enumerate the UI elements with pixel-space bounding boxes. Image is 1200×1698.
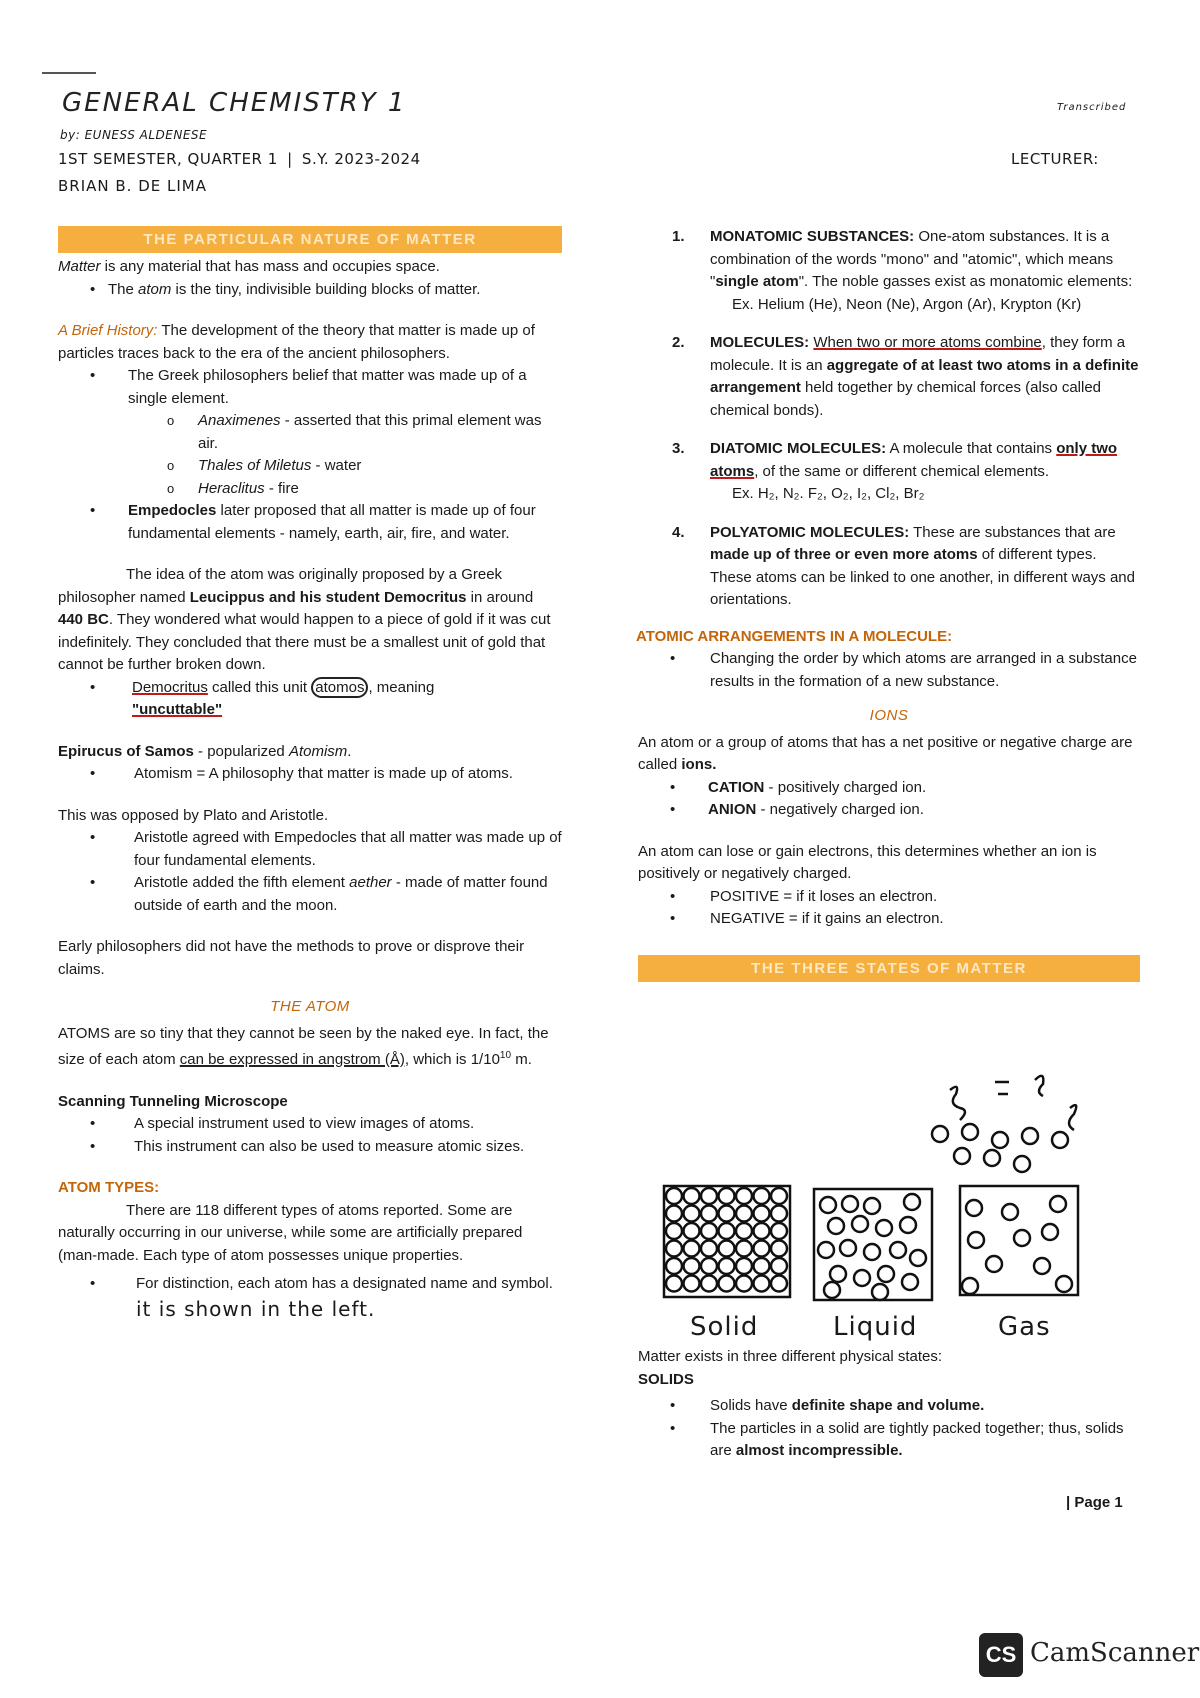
solid-particle bbox=[684, 1206, 700, 1222]
aristotle2-pre: Aristotle added the fifth element bbox=[134, 874, 350, 891]
gas-particle bbox=[992, 1132, 1008, 1148]
liquid-particle bbox=[876, 1220, 892, 1236]
gas-particle bbox=[962, 1278, 978, 1294]
anion-bullet bbox=[638, 799, 1140, 822]
solid-particle bbox=[754, 1276, 770, 1292]
solids-heading: SOLIDS bbox=[638, 1370, 694, 1388]
matter-definition bbox=[58, 256, 562, 279]
solid-particle bbox=[701, 1206, 717, 1222]
gas-particle bbox=[954, 1148, 970, 1164]
solid-particle bbox=[666, 1258, 682, 1274]
camscanner-logo-icon: CS bbox=[979, 1633, 1023, 1677]
solid-particle bbox=[754, 1188, 770, 1204]
item-text2: , of the same or different chemical elements. bbox=[754, 462, 1050, 480]
thales-text: - water bbox=[311, 457, 362, 474]
epirucus-text: - popularized bbox=[193, 742, 289, 760]
gas-particle bbox=[1014, 1230, 1030, 1246]
solid-particle bbox=[771, 1241, 787, 1257]
liquid-particle bbox=[878, 1266, 894, 1282]
solid-particle bbox=[666, 1188, 682, 1204]
solid-particle bbox=[719, 1223, 735, 1239]
liquid-particle bbox=[840, 1240, 856, 1256]
item-title: POLYATOMIC MOLECULES: bbox=[710, 523, 910, 541]
atom-types-heading: ATOM TYPES: bbox=[58, 1179, 160, 1196]
states-of-matter-illustration bbox=[650, 1060, 1090, 1310]
atoms-tiny-post: , which is 1/10 bbox=[404, 1051, 500, 1068]
right-column bbox=[638, 226, 1140, 982]
thales-item bbox=[58, 455, 562, 478]
item-bold: aggregate of at least two atoms in a definite arrangement bbox=[710, 356, 1139, 396]
solid-particle bbox=[684, 1258, 700, 1274]
the-atom-heading: THE ATOM bbox=[270, 998, 350, 1015]
empedocles-name: Empedocles bbox=[128, 502, 217, 519]
solid-particle bbox=[701, 1223, 717, 1239]
solid-particle bbox=[701, 1188, 717, 1204]
atoms-tiny-pre: ATOMS are so tiny that they cannot be seen by the naked eye. In fact, the size of each atom bbox=[58, 1024, 549, 1068]
aristotle2-post: - made of matter found outside of earth and the moon. bbox=[134, 874, 548, 914]
cation-text: - positively charged ion. bbox=[764, 778, 927, 796]
solids2-pre: The particles in a solid are tightly packed together; thus, solids are bbox=[710, 1419, 1124, 1459]
anaximenes-name: Anaximenes bbox=[198, 412, 281, 429]
states-text-block bbox=[638, 1346, 1140, 1463]
lecturer-label: LECTURER: bbox=[1011, 150, 1099, 168]
thales-name: Thales of Miletus bbox=[198, 457, 312, 474]
item-text: One-atom substances. It is a combination of the words "mono" and "atomic", which means " bbox=[710, 228, 1114, 290]
liquid-particle bbox=[864, 1244, 880, 1260]
atom-idea-1: The idea of the atom was originally proposed by a Greek philosopher named bbox=[58, 566, 503, 606]
empedocles-bullet bbox=[58, 500, 562, 545]
semester-text: 1ST SEMESTER, QUARTER 1 bbox=[58, 150, 278, 168]
left-column bbox=[58, 226, 562, 1320]
states-intro: Matter exists in three different physical states: bbox=[638, 1348, 943, 1365]
item-example: Ex. H₂, N₂. F₂, O₂, I₂, Cl₂, Br₂ bbox=[732, 485, 925, 502]
solid-particle bbox=[771, 1206, 787, 1222]
liquid-box bbox=[814, 1189, 932, 1300]
gas-particle bbox=[968, 1232, 984, 1248]
solid-box bbox=[664, 1186, 790, 1297]
liquid-particle bbox=[852, 1216, 868, 1232]
democritus-bullet bbox=[58, 677, 562, 722]
section-banner-states: THE THREE STATES OF MATTER bbox=[638, 955, 1140, 982]
aether-term: aether bbox=[349, 874, 392, 891]
liquid-particle bbox=[864, 1198, 880, 1214]
item-title: MOLECULES: bbox=[710, 334, 810, 351]
item-bold: made up of three or even more atoms bbox=[710, 546, 978, 563]
solid-particle bbox=[754, 1241, 770, 1257]
democritus-name: Democritus bbox=[132, 678, 208, 696]
stm-heading: Scanning Tunneling Microscope bbox=[58, 1092, 288, 1110]
ions-heading: IONS bbox=[869, 707, 909, 724]
solid-particle bbox=[719, 1258, 735, 1274]
ions-paragraph bbox=[638, 732, 1140, 777]
ions-term: ions. bbox=[681, 756, 717, 773]
item-underlined: When two or more atoms combine bbox=[813, 334, 1042, 351]
item-underlined: only two atoms bbox=[710, 440, 1118, 480]
solid-particle bbox=[719, 1188, 735, 1204]
item-number: 1. bbox=[672, 228, 685, 245]
stm-bullet-1: • A special instrument used to view images of atoms. bbox=[58, 1113, 562, 1136]
meaning-text: , meaning bbox=[368, 678, 435, 696]
page-number: | Page 1 bbox=[1066, 1494, 1123, 1511]
gas-particle bbox=[1056, 1276, 1072, 1292]
label-gas: Gas bbox=[998, 1312, 1051, 1342]
atom-bullet bbox=[58, 279, 562, 302]
solid-particle bbox=[719, 1206, 735, 1222]
solid-particle bbox=[684, 1276, 700, 1292]
epirucus-line: Epirucus of Samos - popularized Atomism. bbox=[58, 742, 352, 760]
liquid-particle bbox=[824, 1282, 840, 1298]
matter-def-text: is any material that has mass and occupies space. bbox=[100, 258, 440, 275]
atomos-term: atomos bbox=[311, 677, 368, 698]
solid-particle bbox=[754, 1206, 770, 1222]
solid-particle bbox=[736, 1188, 752, 1204]
solid-particle bbox=[666, 1206, 682, 1222]
gas-particle bbox=[962, 1124, 978, 1140]
atom-term: atom bbox=[138, 280, 172, 298]
solid-particle bbox=[666, 1223, 682, 1239]
cation-term: CATION bbox=[708, 778, 765, 796]
handwritten-note: it is shown in the left. bbox=[136, 1296, 376, 1321]
item-monatomic bbox=[638, 226, 1140, 316]
heraclitus-item bbox=[58, 478, 562, 501]
item-polyatomic bbox=[638, 522, 1140, 612]
solid-particle bbox=[736, 1276, 752, 1292]
empedocles-text: later proposed that all matter is made up of four fundamental elements - namely, earth, air, fire, and water. bbox=[128, 502, 536, 542]
angstrom-underlined: can be expressed in angstrom (Å) bbox=[179, 1051, 405, 1068]
item-text2: of different types. These atoms can be linked to one another, in different ways and orientations. bbox=[710, 546, 1135, 608]
atom-idea-bold1: Leucippus and his student Democritus bbox=[189, 588, 467, 606]
solid-particle bbox=[771, 1223, 787, 1239]
positive-bullet: • POSITIVE = if it loses an electron. bbox=[638, 886, 1140, 909]
opposed-line: This was opposed by Plato and Aristotle. bbox=[58, 806, 329, 824]
uncuttable-term: "uncuttable" bbox=[132, 701, 223, 718]
author-line: by: EUNESS ALDENESE bbox=[60, 128, 208, 142]
brief-history bbox=[58, 320, 562, 365]
item-title: MONATOMIC SUBSTANCES: bbox=[710, 228, 915, 245]
scan-mark bbox=[42, 72, 96, 74]
solid-particle bbox=[771, 1258, 787, 1274]
heraclitus-name: Heraclitus bbox=[198, 479, 265, 497]
solid-particle bbox=[719, 1241, 735, 1257]
item-text: A molecule that contains bbox=[886, 440, 1057, 457]
solid-particle bbox=[701, 1276, 717, 1292]
distinction-bullet: • For distinction, each atom has a designated name and symbol. bbox=[58, 1273, 562, 1296]
heraclitus-text: - fire bbox=[264, 479, 299, 497]
atoms-unit: m. bbox=[511, 1051, 532, 1068]
item-number: 2. bbox=[672, 334, 685, 351]
atomism-bullet: • Atomism = A philosophy that matter is made up of atoms. bbox=[58, 763, 562, 786]
gas-particle bbox=[986, 1256, 1002, 1272]
solid-particle bbox=[701, 1241, 717, 1257]
lecturer-name: BRIAN B. DE LIMA bbox=[58, 177, 207, 195]
history-text: The development of the theory that matter is made up of particles traces back to the era of the ancient philosophers. bbox=[58, 322, 535, 362]
section-banner-matter: THE PARTICULAR NATURE OF MATTER bbox=[58, 226, 562, 253]
item-diatomic bbox=[638, 438, 1140, 506]
solid-particle bbox=[684, 1223, 700, 1239]
negative-bullet: • NEGATIVE = if it gains an electron. bbox=[638, 908, 1140, 931]
page-title: GENERAL CHEMISTRY 1 bbox=[62, 88, 407, 118]
item-text2: held together by chemical forces (also called chemical bonds). bbox=[710, 379, 1102, 419]
gas-particle bbox=[1014, 1156, 1030, 1172]
solids1-bold: definite shape and volume. bbox=[791, 1397, 985, 1414]
item-text: , they form a molecule. It is an bbox=[710, 334, 1126, 374]
liquid-particle bbox=[900, 1217, 916, 1233]
atom-idea-paragraph bbox=[58, 564, 562, 677]
solids1-pre: Solids have bbox=[710, 1397, 792, 1414]
camscanner-watermark: CamScanner bbox=[1030, 1638, 1200, 1668]
liquid-particle bbox=[872, 1284, 888, 1300]
atoms-tiny bbox=[58, 1023, 562, 1072]
solids-bullet-1 bbox=[638, 1395, 1140, 1418]
solid-particle bbox=[771, 1188, 787, 1204]
solid-particle bbox=[771, 1276, 787, 1292]
solid-particle bbox=[701, 1258, 717, 1274]
democritus-text: called this unit bbox=[207, 678, 312, 696]
anaximenes-text: - asserted that this primal element was air. bbox=[198, 412, 542, 452]
solids-bullet-2 bbox=[638, 1418, 1140, 1463]
gas-particle bbox=[966, 1200, 982, 1216]
gas-box bbox=[932, 1076, 1078, 1295]
atom-idea-bold2: 440 BC bbox=[58, 611, 109, 628]
item-title: DIATOMIC MOLECULES: bbox=[710, 440, 887, 457]
gas-particle bbox=[1002, 1204, 1018, 1220]
solid-particle bbox=[754, 1258, 770, 1274]
solid-particle bbox=[719, 1276, 735, 1292]
liquid-particle bbox=[818, 1242, 834, 1258]
cation-bullet bbox=[638, 777, 1140, 800]
anion-text: - negatively charged ion. bbox=[756, 801, 924, 818]
separator: | bbox=[287, 150, 293, 168]
atom-idea-3: . They wondered what would happen to a piece of gold if it was cut indefinitely. They concluded that there must be a smallest unit of gold that cannot be further broken down. bbox=[58, 611, 551, 673]
arrangements-heading: ATOMIC ARRANGEMENTS IN A MOLECULE: bbox=[636, 627, 953, 645]
solid-particle bbox=[684, 1241, 700, 1257]
aristotle-bullet-2 bbox=[58, 872, 562, 917]
anion-term: ANION bbox=[708, 801, 757, 818]
school-year: S.Y. 2023-2024 bbox=[301, 150, 421, 168]
liquid-particle bbox=[854, 1270, 870, 1286]
ions-text: An atom or a group of atoms that has a net positive or negative charge are called bbox=[638, 733, 1133, 773]
item-example: Ex. Helium (He), Neon (Ne), Argon (Ar), Krypton (Kr) bbox=[732, 295, 1082, 313]
liquid-particle bbox=[820, 1197, 836, 1213]
liquid-particle bbox=[904, 1194, 920, 1210]
atoms-exponent: 10 bbox=[499, 1050, 512, 1061]
gas-particle bbox=[1022, 1128, 1038, 1144]
gain-lose-paragraph: An atom can lose or gain electrons, this determines whether an ion is positively or negatively charged. bbox=[638, 842, 1097, 882]
solids2-bold: almost incompressible. bbox=[735, 1442, 903, 1459]
gas-particle bbox=[932, 1126, 948, 1142]
greek-bullet: • The Greek philosophers belief that matter was made up of a single element. bbox=[58, 365, 562, 410]
atomism-term: Atomism bbox=[288, 742, 348, 760]
item-text: These are substances that are bbox=[909, 523, 1116, 541]
atom-bullet-pre: The bbox=[108, 280, 139, 298]
epirucus-name: Epirucus of Samos bbox=[58, 742, 194, 760]
solid-particle bbox=[666, 1241, 682, 1257]
atom-idea-2: in around bbox=[466, 588, 534, 606]
gas-particle bbox=[1034, 1258, 1050, 1274]
liquid-particle bbox=[890, 1242, 906, 1258]
liquid-particle bbox=[842, 1196, 858, 1212]
liquid-particle bbox=[830, 1266, 846, 1282]
matter-term: Matter bbox=[58, 258, 101, 275]
item-bold: single atom bbox=[715, 273, 799, 290]
anaximenes-item bbox=[58, 410, 562, 455]
gas-particle bbox=[984, 1150, 1000, 1166]
transcribed-note: Transcribed bbox=[1057, 102, 1127, 113]
aristotle-bullet-1: • Aristotle agreed with Empedocles that all matter was made up of four fundamental elements. bbox=[58, 827, 562, 872]
liquid-particle bbox=[910, 1250, 926, 1266]
label-liquid: Liquid bbox=[833, 1312, 918, 1342]
stm-bullet-2: • This instrument can also be used to measure atomic sizes. bbox=[58, 1136, 562, 1159]
history-label: A Brief History: bbox=[58, 322, 158, 339]
atom-bullet-post: is the tiny, indivisible building blocks of matter. bbox=[171, 280, 481, 298]
gas-particle bbox=[1042, 1224, 1058, 1240]
arrangements-bullet: • Changing the order by which atoms are arranged in a substance results in the formation of a new substance. bbox=[638, 648, 1140, 693]
solid-particle bbox=[684, 1188, 700, 1204]
solid-particle bbox=[736, 1206, 752, 1222]
gas-particle bbox=[1052, 1132, 1068, 1148]
liquid-particle bbox=[902, 1274, 918, 1290]
liquid-particle bbox=[828, 1218, 844, 1234]
item-number: 4. bbox=[672, 523, 685, 541]
semester-line bbox=[58, 150, 421, 168]
item-text2: ". The noble gasses exist as monatomic elements: bbox=[798, 273, 1133, 290]
solid-particle bbox=[666, 1276, 682, 1292]
gas-particle bbox=[1050, 1196, 1066, 1212]
item-number: 3. bbox=[672, 440, 685, 457]
early-philosophers: Early philosophers did not have the methods to prove or disprove their claims. bbox=[58, 938, 525, 978]
item-molecules bbox=[638, 332, 1140, 422]
solid-particle bbox=[754, 1223, 770, 1239]
label-solid: Solid bbox=[690, 1312, 759, 1342]
solid-particle bbox=[736, 1241, 752, 1257]
atom-types-text: There are 118 different types of atoms reported. Some are naturally occurring in our universe, while some are artificially prepared (man-made. Each type of atom possesses unique properties. bbox=[58, 1201, 523, 1264]
solid-particle bbox=[736, 1258, 752, 1274]
solid-particle bbox=[736, 1223, 752, 1239]
